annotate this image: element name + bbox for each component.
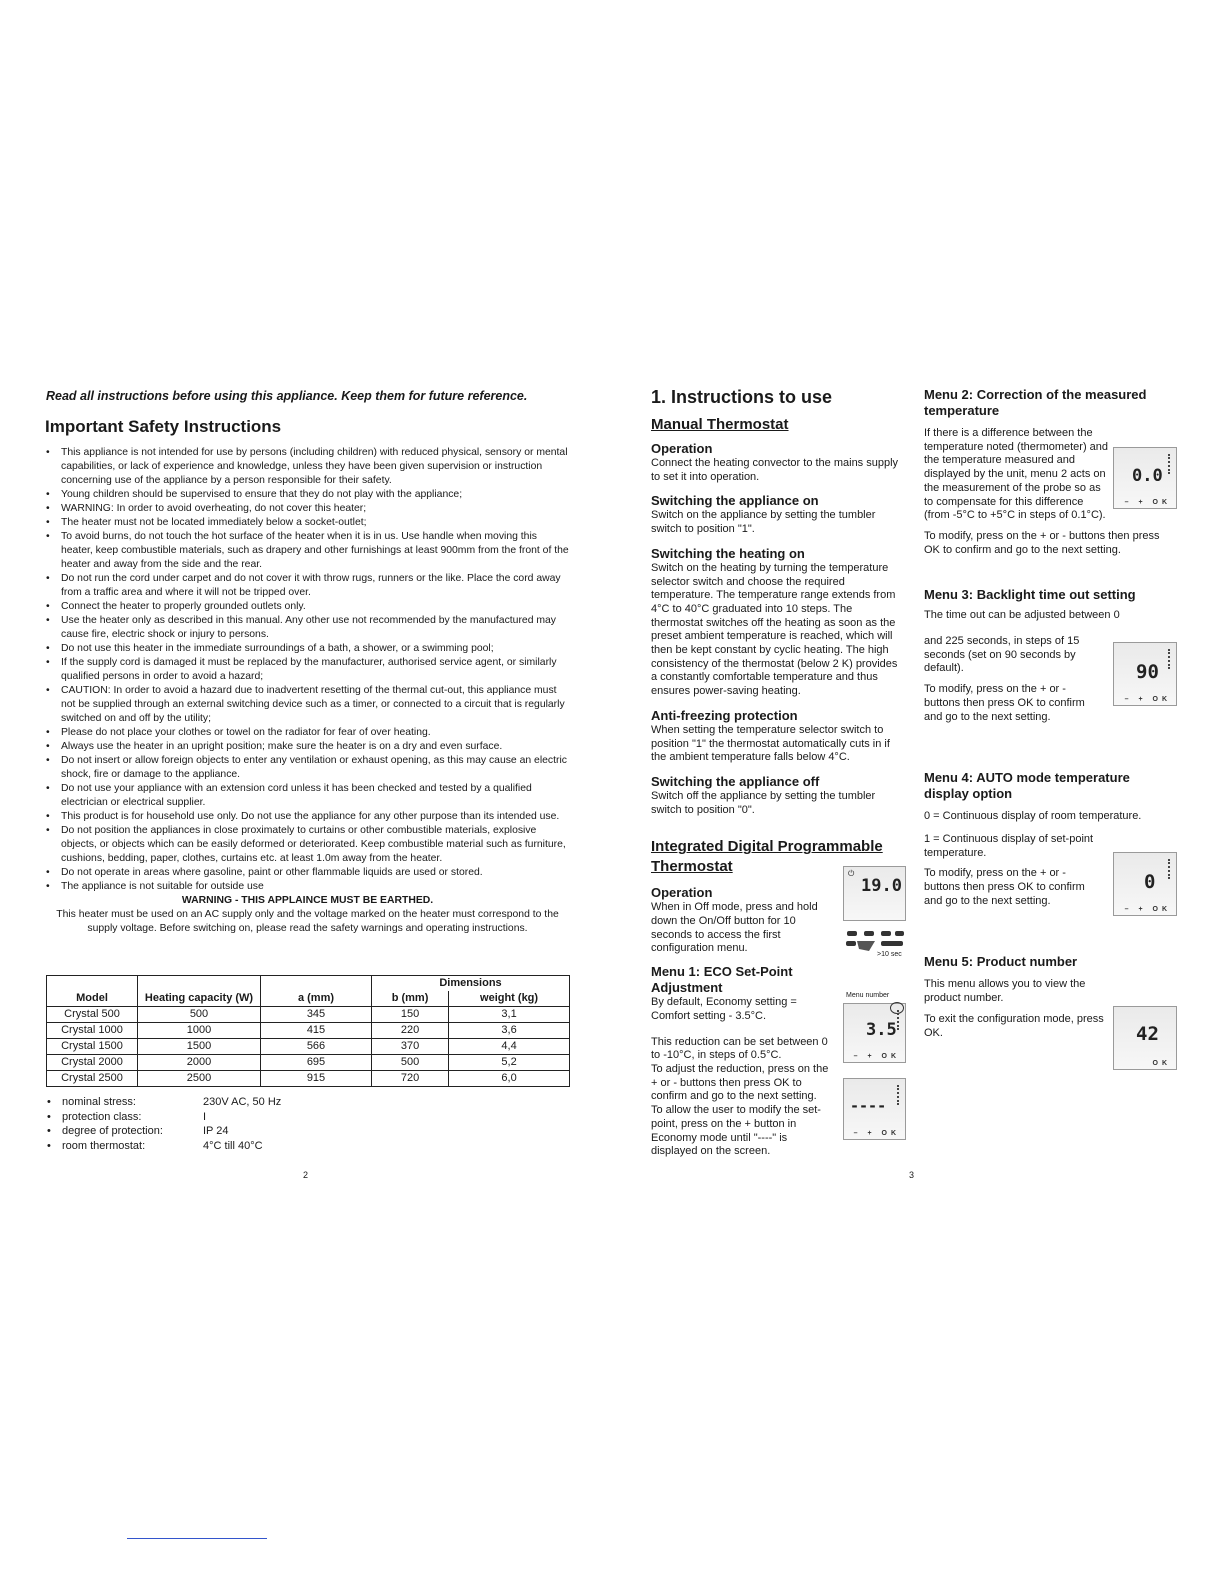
- menu1-p4: To allow the user to modify the set-point, press on the + button in Economy mode until "----" is displayed on the screen.: [651, 1104, 821, 1158]
- lcd-menu5-value: 42: [1136, 1023, 1159, 1045]
- safety-bullet: • The appliance is not suitable for outside use: [45, 880, 570, 894]
- table-row: [47, 1055, 570, 1071]
- safety-bullet: • Young children should be supervised to ensure that they do not play with the appliance;: [45, 488, 570, 502]
- safety-bullet: • WARNING: In order to avoid overheating, do not cover this heater;: [45, 502, 570, 516]
- safety-bullet: • Always use the heater in an upright position; make sure the heater is on a dry and even surface.: [45, 740, 570, 754]
- dimensions-table: [46, 975, 570, 1087]
- spec-value: 230V AC, 50 Hz: [203, 1096, 282, 1108]
- table-cell: Crystal 2000: [47, 1055, 138, 1071]
- safety-bullet: • Do not use this heater in the immediate surroundings of a bath, a shower, or a swimming pool;: [45, 642, 570, 656]
- lcd-menu1-display: [843, 1003, 906, 1063]
- table-header-row: [47, 976, 570, 992]
- menu1-p3: To adjust the reduction, press on the + or - buttons then press OK to confirm and go to the next setting.: [651, 1062, 829, 1103]
- table-row: [47, 1007, 570, 1023]
- menu4-title: Menu 4: AUTO mode temperature display option: [924, 770, 1130, 802]
- level-dots-icon: [1168, 649, 1172, 669]
- safety-bullets: [45, 446, 570, 894]
- table-cell: 5,2: [449, 1055, 570, 1071]
- safety-bullet: • Do not use your appliance with an extension cord unless it has been checked and tested by a qualified electrician or electrical supplier.: [45, 782, 570, 810]
- lcd-menu4-display: [1113, 852, 1177, 916]
- safety-bullet: • Connect the heater to properly grounded outlets only.: [45, 600, 570, 614]
- lcd-buttons: – + OK: [853, 1130, 900, 1137]
- table-cell: 3,1: [449, 1007, 570, 1023]
- table-cell: 4,4: [449, 1039, 570, 1055]
- table-cell: 2000: [138, 1055, 261, 1071]
- lcd-menu1-value: 3.5: [866, 1020, 897, 1040]
- spec-value: I: [203, 1110, 207, 1123]
- hand-press-icon: [845, 929, 905, 951]
- lcd-menu2-value: 0.0: [1132, 466, 1163, 486]
- table-row: [47, 1023, 570, 1039]
- menu1-p1: By default, Economy setting = Comfort setting - 3.5°C.: [651, 996, 797, 1022]
- digital-operation-text: When in Off mode, press and hold down the On/Off button for 10 seconds to access the first configuration menu.: [651, 901, 818, 955]
- spec-value: IP 24: [203, 1125, 229, 1137]
- lcd-menu2-display: [1113, 447, 1177, 509]
- instructions-title: 1. Instructions to use: [651, 387, 833, 407]
- lcd-buttons: – + OK: [1124, 906, 1171, 913]
- table-cell: 415: [261, 1023, 372, 1039]
- manual-sections: [651, 441, 901, 817]
- col-capacity: Heating capacity (W): [138, 976, 261, 1007]
- digital-operation-title: Operation: [651, 885, 713, 901]
- col-model: Model: [47, 976, 138, 1007]
- table-cell: 150: [372, 1007, 449, 1023]
- lcd-buttons: – + OK: [1124, 499, 1171, 506]
- section-title: Operation: [651, 441, 713, 456]
- menu2-p2: To modify, press on the + or - buttons then press OK to confirm and go to the next setting.: [924, 529, 1160, 556]
- spec-item: [46, 1124, 346, 1139]
- menu4-p2: 1 = Continuous display of set-point temperature.: [924, 832, 1094, 859]
- spec-item: [46, 1139, 346, 1154]
- hold-label: >10 sec: [877, 951, 902, 958]
- table-cell: Crystal 2500: [47, 1071, 138, 1087]
- col-b: b (mm): [372, 991, 449, 1007]
- lcd-ok-button: OK: [1152, 1060, 1171, 1067]
- menu2-p1: If there is a difference between the temperature noted (thermometer) and the temperature measured and displayed by the unit, menu 2 acts on the measurement of the probe so as to compensate for this difference (from -5°C to +5°C in steps of 0.1°C).: [924, 427, 1109, 522]
- menu1-p2: This reduction can be set between 0 to -10°C, in steps of 0.5°C.: [651, 1035, 828, 1062]
- safety-bullet: • Do not operate in areas where gasoline, paint or other flammable liquids are used or stored.: [45, 866, 570, 880]
- section-text: Switch on the heating by turning the temperature selector switch and choose the required temperature. The temperature range extends from 4°C to 40°C graduated into 10 steps. The thermostat switches off the heating as soon as the preset ambient temperature is reached, which will then be kept constant by cyclic heating. The high consistency of the thermostat (below 2 K) provides a constantly comfortable temperature and thus ensures power-saving heating.: [651, 561, 898, 698]
- section-title: Switching the heating on: [651, 545, 805, 561]
- section-text: Switch on the appliance by setting the tumbler switch to position "1".: [651, 509, 876, 536]
- table-cell: 370: [372, 1039, 449, 1055]
- spec-label: nominal stress:: [62, 1096, 136, 1108]
- table-cell: 1500: [138, 1039, 261, 1055]
- manual-thermostat-heading: Manual Thermostat: [651, 416, 789, 433]
- menu3-p1: The time out can be adjusted between 0: [924, 609, 1120, 622]
- section-title: Switching the appliance off: [651, 773, 820, 789]
- safety-bullet: • The heater must not be located immediately below a socket-outlet;: [45, 516, 570, 530]
- safety-bullet: • Do not insert or allow foreign objects to enter any ventilation or exhaust opening, as this may cause an electric shock, fire or damage to the appliance.: [45, 754, 570, 782]
- level-dots-icon: [1168, 454, 1172, 474]
- table-cell: 2500: [138, 1071, 261, 1087]
- level-dots-icon: [897, 1010, 901, 1030]
- menu5-p2: To exit the configuration mode, press OK.: [924, 1012, 1104, 1039]
- table-row: [47, 1071, 570, 1087]
- divider: [127, 1538, 267, 1539]
- menu1-title: Menu 1: ECO Set-Point Adjustment: [651, 964, 793, 996]
- lcd-dashes-display: [843, 1078, 906, 1140]
- lcd-main-value: 19.0: [861, 876, 902, 896]
- section-text: Connect the heating convector to the mains supply to set it into operation.: [651, 457, 899, 483]
- table-cell: 345: [261, 1007, 372, 1023]
- menu4-p1: 0 = Continuous display of room temperature.: [924, 810, 1142, 823]
- lcd-menu4-value: 0: [1144, 871, 1156, 893]
- page-number-left: 2: [303, 1170, 309, 1180]
- level-dots-icon: [1168, 859, 1172, 879]
- table-cell: 6,0: [449, 1071, 570, 1087]
- col-a: a (mm): [261, 976, 372, 1007]
- lcd-menu5-display: [1113, 1006, 1177, 1070]
- safety-bullet: • This product is for household use only. Do not use the appliance for any other purpose than its intended use.: [45, 810, 570, 824]
- safety-bullet: • This appliance is not intended for use by persons (including children) with reduced physical, sensory or mental capabilities, or lack of experience and knowledge, unless they have been given supervision or instruction concerning use of the appliance by a person responsible for their safety.: [45, 446, 570, 488]
- menu2-title: Menu 2: Correction of the measured temperature: [924, 387, 1147, 418]
- section-title: Switching the appliance on: [651, 493, 819, 509]
- table-cell: 720: [372, 1071, 449, 1087]
- spec-label: room thermostat:: [62, 1139, 146, 1152]
- menu-number-label: Menu number: [846, 992, 890, 999]
- table-cell: 500: [138, 1007, 261, 1023]
- spec-item: [46, 1110, 346, 1125]
- safety-bullet: • To avoid burns, do not touch the hot surface of the heater when it is in us. Use handle when moving this heater, keep combustible materials, such as drapery and other furnishings at least 900mm from the front of the heater and away from the side and the rear.: [45, 530, 570, 572]
- section-title: Anti-freezing protection: [651, 707, 798, 723]
- menu5-title: Menu 5: Product number: [924, 954, 1078, 970]
- table-cell: Crystal 1000: [47, 1023, 138, 1039]
- spec-label: degree of protection:: [62, 1125, 163, 1137]
- section-text: Switch off the appliance by setting the tumbler switch to position "0".: [651, 789, 876, 816]
- spec-label: protection class:: [62, 1110, 142, 1123]
- col-weight: weight (kg): [449, 991, 570, 1007]
- table-body: [47, 1007, 570, 1087]
- section-text: When setting the temperature selector switch to position "1" the thermostat automatically cuts in if the ambient temperature falls below 4°C.: [651, 723, 890, 764]
- lcd-menu3-value: 90: [1136, 661, 1159, 683]
- intro-notice: Read all instructions before using this appliance. Keep them for future reference.: [46, 389, 528, 403]
- lcd-buttons: – + OK: [853, 1053, 900, 1060]
- spec-item: [46, 1095, 346, 1110]
- table-cell: 1000: [138, 1023, 261, 1039]
- lcd-dashes-value: ----: [850, 1097, 887, 1115]
- safety-section: [45, 446, 570, 936]
- supply-text: This heater must be used on an AC supply only and the voltage marked on the heater must correspond to the supply voltage. Before switching on, please read the safety warnings and operating instructions.: [56, 909, 559, 934]
- table-cell: 220: [372, 1023, 449, 1039]
- safety-bullet: • Use the heater only as described in this manual. Any other use not recommended by the manufactured may cause fire, electric shock or injury to persons.: [45, 614, 570, 642]
- table-cell: 915: [261, 1071, 372, 1087]
- button-press-illustration: [845, 929, 905, 959]
- power-icon: ⏻: [848, 869, 855, 878]
- lcd-buttons: – + OK: [1124, 696, 1171, 703]
- menu3-title: Menu 3: Backlight time out setting: [924, 587, 1136, 603]
- safety-bullet: • Do not run the cord under carpet and do not cover it with throw rugs, runners or the like. Place the cord away from a traffic area and where it will not be tripped over.: [45, 572, 570, 600]
- table-cell: 3,6: [449, 1023, 570, 1039]
- table-row: [47, 1039, 570, 1055]
- table-cell: Crystal 1500: [47, 1039, 138, 1055]
- earth-warning: WARNING - THIS APPLAINCE MUST BE EARTHED.: [181, 895, 434, 906]
- spec-value: 4°C till 40°C: [203, 1139, 263, 1152]
- lcd-menu3-display: [1113, 642, 1177, 706]
- menu5-p1: This menu allows you to view the product number.: [924, 978, 1086, 1005]
- menu3-p2: and 225 seconds, in steps of 15 seconds (set on 90 seconds by default).: [924, 635, 1080, 675]
- safety-bullet: • Please do not place your clothes or towel on the radiator for fear of over heating.: [45, 726, 570, 740]
- table-cell: 695: [261, 1055, 372, 1071]
- specs-list: [46, 1095, 346, 1153]
- menu3-p3: To modify, press on the + or - buttons then press OK to confirm and go to the next setting.: [924, 683, 1085, 723]
- lcd-main-display: [843, 866, 906, 921]
- menu4-p3: To modify, press on the + or - buttons then press OK to confirm and go to the next setting.: [924, 867, 1085, 907]
- page-number-right: 3: [909, 1170, 915, 1180]
- table-cell: 566: [261, 1039, 372, 1055]
- safety-heading: Important Safety Instructions: [45, 417, 282, 436]
- table-cell: Crystal 500: [47, 1007, 138, 1023]
- safety-bullet: • Do not position the appliances in close proximately to curtains or other combustible materials, explosive objects, or objects which can be easily deformed or deteriorated. Keep combustible material such as furniture, cushions, bedding, paper, clothes, curtains etc. at least 1.0m away from the heater.: [45, 824, 570, 866]
- safety-bullet: • CAUTION: In order to avoid a hazard due to inadvertent resetting of the thermal cut-out, this appliance must not be supplied through an external switching device such as a timer, or connected to a circuit that is regularly switched on and off by the utility;: [45, 684, 570, 726]
- level-dots-icon: [897, 1085, 901, 1105]
- safety-bullet: • If the supply cord is damaged it must be replaced by the manufacturer, authorised service agent, or similarly qualified persons in order to avoid a hazard;: [45, 656, 570, 684]
- col-dimensions: Dimensions: [372, 976, 570, 992]
- digital-thermostat-heading: Integrated Digital Programmable Thermostat: [651, 838, 883, 876]
- table-cell: 500: [372, 1055, 449, 1071]
